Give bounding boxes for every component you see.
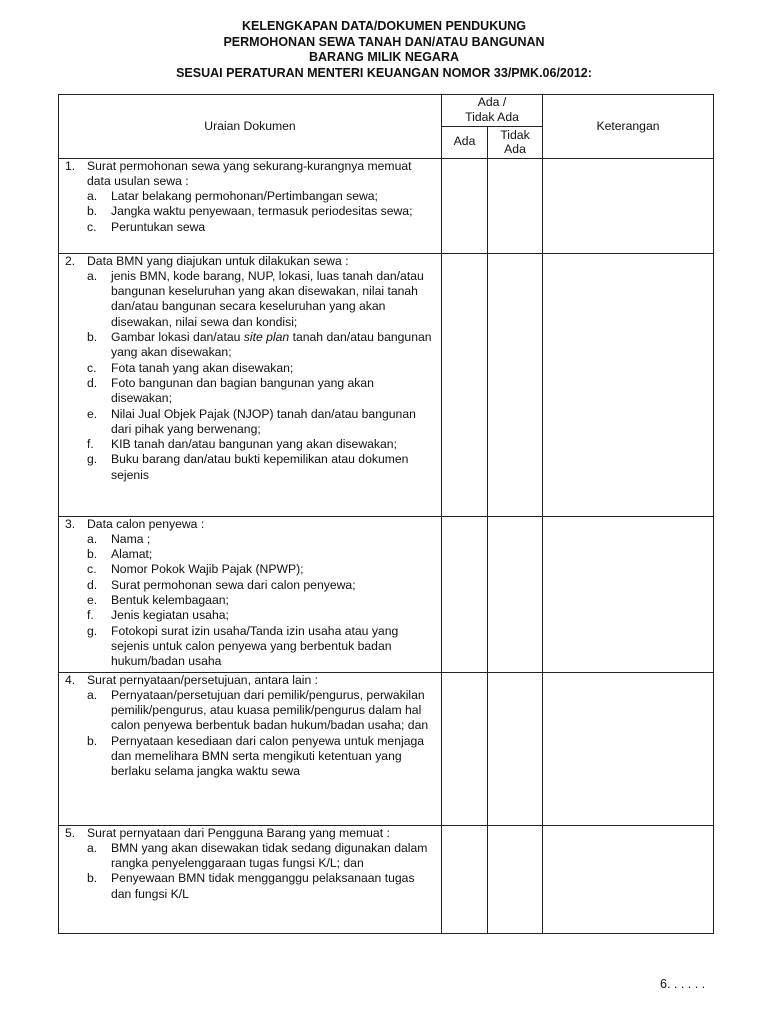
sub-item-letter: f. <box>87 437 94 452</box>
header-ada-tidak-ada: Ada / Tidak Ada <box>442 95 543 127</box>
sub-item <box>87 562 437 577</box>
sub-item-letter: b. <box>87 871 98 886</box>
sub-item <box>87 624 437 670</box>
sub-item-letter: c. <box>87 562 97 577</box>
tidak-ada-cell[interactable] <box>488 672 543 825</box>
sub-item-letter: a. <box>87 268 98 283</box>
sub-item <box>87 452 437 483</box>
sub-item-text: jenis BMN, kode barang, NUP, lokasi, luas tanah dan/atau bangunan keseluruhan yang akan disewakan, nilai tanah dan/atau bangunan secara keseluruhan yang akan disewakan, nilai sewa dan kondisi; <box>111 268 424 329</box>
header-keterangan: Keterangan <box>543 95 714 159</box>
sub-item-letter: a. <box>87 531 98 546</box>
sub-list <box>87 688 437 780</box>
sub-item-letter: b. <box>87 547 98 562</box>
sub-list <box>87 532 437 670</box>
sub-item-text: Bentuk kelembagaan; <box>111 593 229 608</box>
sub-item-text-italic: site plan <box>243 330 290 345</box>
header-ada: Ada <box>442 126 488 158</box>
sub-item <box>87 437 437 452</box>
sub-list <box>87 269 437 483</box>
sub-item-text: Pernyataan kesediaan dari calon penyewa untuk menjaga dan memelihara BMN serta mengikuti ketentuan yang berlaku selama jangka waktu sewa <box>111 733 425 779</box>
item-number: 2. <box>65 253 76 268</box>
sub-item-text-part: Gambar lokasi dan/atau <box>111 330 244 345</box>
ada-cell[interactable] <box>442 516 488 672</box>
sub-item-letter: d. <box>87 577 98 592</box>
table-row <box>59 516 714 672</box>
sub-item-text: Foto bangunan dan bagian bangunan yang akan disewakan; <box>111 375 374 406</box>
sub-item-letter: b. <box>87 204 98 219</box>
title-line-4: SESUAI PERATURAN MENTERI KEUANGAN NOMOR 33/PMK.06/2012: <box>176 65 592 80</box>
sub-item-letter: c. <box>87 219 97 234</box>
sub-item-letter: b. <box>87 330 98 345</box>
sub-item-text: Pernyataan/persetujuan dari pemilik/pengurus, perwakilan pemilik/pengurus, atau kuasa pemilik/pengurus dalam hal calon penyewa berbentuk badan hukum/badan usaha; dan <box>111 687 429 733</box>
item-text: Surat permohonan sewa yang sekurang-kurangnya memuat data usulan sewa : <box>87 158 412 188</box>
tidak-ada-cell[interactable] <box>488 825 543 933</box>
list-item <box>65 673 437 688</box>
sub-list <box>87 189 437 235</box>
sub-item-text: BMN yang akan disewakan tidak sedang digunakan dalam rangka penyelenggaraan tugas fungsi K/L; dan <box>111 840 428 871</box>
keterangan-cell[interactable] <box>543 516 714 672</box>
tidak-ada-cell[interactable] <box>488 253 543 516</box>
sub-item-letter: a. <box>87 189 98 204</box>
keterangan-cell[interactable] <box>543 672 714 825</box>
header-uraian-dokumen: Uraian Dokumen <box>59 95 442 159</box>
item-text: Surat pernyataan dari Pengguna Barang yang memuat : <box>87 825 390 840</box>
table-row <box>59 672 714 825</box>
sub-item <box>87 407 437 438</box>
sub-item <box>87 189 437 204</box>
tidak-ada-cell[interactable] <box>488 158 543 253</box>
header-tidak-ada: Tidak Ada <box>488 126 543 158</box>
uraian-cell <box>59 672 442 825</box>
sub-list <box>87 841 437 902</box>
sub-item <box>87 688 437 734</box>
uraian-cell <box>59 825 442 933</box>
sub-item-letter: e. <box>87 406 98 421</box>
sub-item <box>87 376 437 407</box>
sub-item-text: Nilai Jual Objek Pajak (NJOP) tanah dan/atau bangunan dari pihak yang berwenang; <box>111 406 416 436</box>
sub-item-letter: e. <box>87 593 98 608</box>
table-row <box>59 253 714 516</box>
sub-item-text: Alamat; <box>111 547 153 562</box>
sub-item <box>87 734 437 780</box>
sub-item <box>87 841 437 872</box>
keterangan-cell[interactable] <box>543 158 714 253</box>
document-title <box>0 19 768 81</box>
sub-item <box>87 593 437 608</box>
sub-item-letter: a. <box>87 687 98 702</box>
item-number: 3. <box>65 516 76 531</box>
sub-item-text: Jangka waktu penyewaan, termasuk periodesitas sewa; <box>111 204 413 219</box>
sub-item <box>87 871 437 902</box>
uraian-cell <box>59 516 442 672</box>
sub-item-text <box>111 330 437 361</box>
ada-cell[interactable] <box>442 825 488 933</box>
title-line-1: KELENGKAPAN DATA/DOKUMEN PENDUKUNG <box>241 19 527 33</box>
sub-item-letter: d. <box>87 375 98 390</box>
item-number: 5. <box>65 825 76 840</box>
keterangan-cell[interactable] <box>543 825 714 933</box>
sub-item-letter: c. <box>87 360 97 375</box>
sub-item-text: KIB tanah dan/atau bangunan yang akan disewakan; <box>111 437 397 452</box>
keterangan-cell[interactable] <box>543 253 714 516</box>
sub-item-text: Penyewaan BMN tidak mengganggu pelaksanaan tugas dan fungsi K/L <box>111 871 415 901</box>
page-marker: 6. . . . . . <box>660 977 706 991</box>
ada-cell[interactable] <box>442 672 488 825</box>
sub-item-text: Nomor Pokok Wajib Pajak (NPWP); <box>111 562 304 577</box>
item-number: 1. <box>65 158 76 173</box>
sub-item-letter: b. <box>87 733 98 748</box>
table-body <box>59 158 714 933</box>
ada-cell[interactable] <box>442 253 488 516</box>
sub-item-text: Surat permohonan sewa dari calon penyewa; <box>111 577 356 592</box>
sub-item <box>87 220 437 235</box>
sub-item-text: Fota tanah yang akan disewakan; <box>111 360 294 375</box>
sub-item-text: Nama ; <box>111 531 151 546</box>
sub-item-letter: a. <box>87 840 98 855</box>
sub-item-text: Latar belakang permohonan/Pertimbangan sewa; <box>111 189 378 204</box>
table-row <box>59 825 714 933</box>
tidak-ada-cell[interactable] <box>488 516 543 672</box>
sub-item-text-part: tanah dan/atau bangunan yang akan disewakan; <box>111 330 432 360</box>
sub-item-text: Jenis kegiatan usaha; <box>111 608 229 623</box>
item-text: Data calon penyewa : <box>87 516 205 531</box>
sub-item-letter: g. <box>87 623 98 638</box>
item-text: Surat pernyataan/persetujuan, antara lain : <box>87 672 319 687</box>
title-line-3: BARANG MILIK NEGARA <box>309 50 459 64</box>
sub-item-letter: f. <box>87 608 94 623</box>
list-item <box>65 254 437 269</box>
document-checklist-table <box>58 94 714 934</box>
sub-item-text: Buku barang dan/atau bukti kepemilikan atau dokumen sejenis <box>111 452 409 482</box>
item-text: Data BMN yang diajukan untuk dilakukan sewa : <box>87 253 349 268</box>
list-item <box>65 826 437 841</box>
sub-item <box>87 608 437 623</box>
list-item <box>65 159 437 190</box>
sub-item-text: Peruntukan sewa <box>111 219 206 234</box>
list-item <box>65 517 437 532</box>
sub-item <box>87 269 437 330</box>
sub-item <box>87 204 437 219</box>
sub-item <box>87 547 437 562</box>
sub-item <box>87 532 437 547</box>
item-number: 4. <box>65 672 76 687</box>
sub-item <box>87 330 437 361</box>
uraian-cell <box>59 158 442 253</box>
sub-item-text: Fotokopi surat izin usaha/Tanda izin usaha atau yang sejenis untuk calon penyewa yang berbentuk badan hukum/badan usaha <box>111 623 399 669</box>
sub-item <box>87 361 437 376</box>
table-row <box>59 158 714 253</box>
sub-item-letter: g. <box>87 452 98 467</box>
ada-cell[interactable] <box>442 158 488 253</box>
uraian-cell <box>59 253 442 516</box>
sub-item <box>87 578 437 593</box>
title-line-2: PERMOHONAN SEWA TANAH DAN/ATAU BANGUNAN <box>223 34 545 49</box>
